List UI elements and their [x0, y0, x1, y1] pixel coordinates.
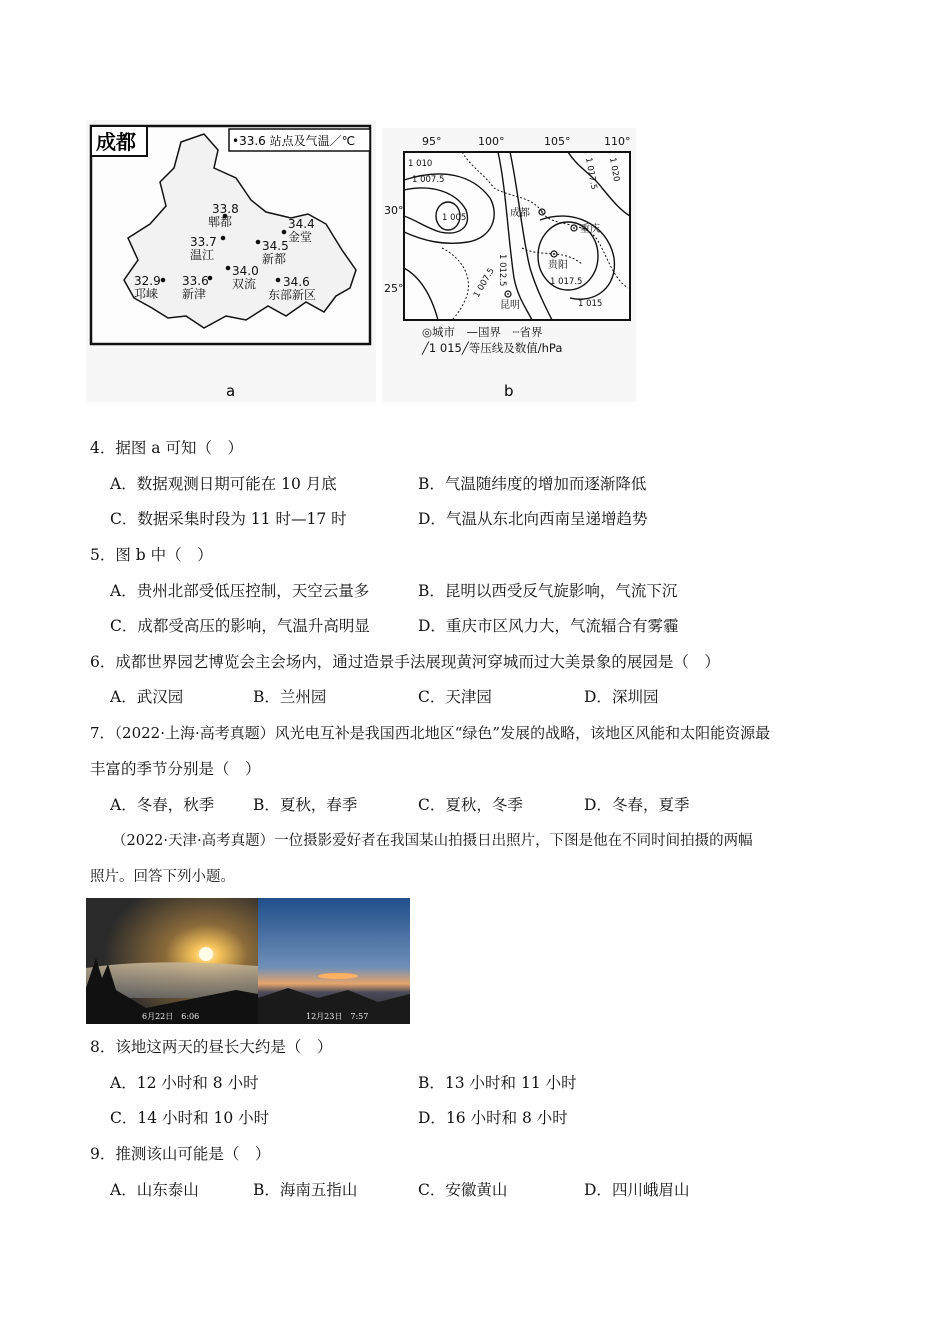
question-number: 6．: [90, 653, 116, 671]
q6-option-b[interactable]: [253, 687, 326, 707]
q4-option-d[interactable]: [418, 509, 647, 529]
option-text: 气温随纬度的增加而逐渐降低: [444, 475, 647, 493]
option-text: 12 小时和 8 小时: [136, 1074, 259, 1092]
option-letter: C．: [110, 510, 138, 528]
map-title: 成都: [96, 130, 136, 154]
city-label: 重庆: [580, 224, 600, 235]
q6-option-d[interactable]: [584, 687, 658, 707]
q5-option-a[interactable]: [110, 581, 369, 601]
option-text: 兰州园: [279, 688, 327, 706]
option-text: 冬春，夏季: [611, 796, 690, 814]
station-name: 金堂: [288, 230, 313, 244]
question-number: 5．: [90, 546, 116, 564]
passage-line1: （2022·天津·高考真题）一位摄影爱好者在我国某山拍摄日出照片，下图是他在不同时间拍摄的两幅: [112, 833, 753, 849]
question-stem: 推测该山可能是（ ）: [115, 1145, 271, 1163]
option-text: 16 小时和 8 小时: [445, 1109, 568, 1127]
option-text: 13 小时和 11 小时: [444, 1074, 577, 1092]
lon-label: 95°: [422, 135, 442, 148]
q8-option-c[interactable]: [110, 1108, 269, 1128]
station-temp: 33.6: [182, 274, 209, 288]
question-9: [90, 1144, 270, 1164]
option-letter: C．: [110, 617, 138, 635]
sunrise-photo-june-svg: [86, 898, 258, 1024]
q4-option-c[interactable]: [110, 509, 347, 529]
question-6: [90, 652, 720, 672]
option-letter: A．: [110, 1074, 137, 1092]
photo-caption: 12月23日 7:57: [306, 1012, 369, 1021]
lat-label: 30°: [384, 204, 404, 217]
lat-label: 25°: [384, 282, 404, 295]
station-temp: 33.8: [212, 202, 239, 216]
sunrise-photo-december: [258, 898, 410, 1024]
option-text: 夏秋，冬季: [445, 796, 523, 814]
station-name: 东部新区: [268, 288, 317, 302]
figure-a-caption: a: [226, 382, 236, 400]
q7-option-c[interactable]: [418, 795, 523, 815]
question-8: [90, 1037, 332, 1057]
station-temp: 33.7: [190, 235, 217, 249]
station-temp: 34.5: [262, 239, 289, 253]
station-temp: 32.9: [134, 274, 161, 288]
option-letter: A．: [110, 796, 137, 814]
station-name: 温江: [190, 248, 215, 262]
question-number: 8．: [90, 1038, 116, 1056]
question-stem-line2: 丰富的季节分别是（ ）: [90, 760, 261, 778]
question-number: 7．: [90, 724, 115, 742]
isobar-label: 1 015: [578, 299, 603, 309]
option-letter: C．: [110, 1109, 138, 1127]
station-name: 双流: [232, 277, 257, 291]
station-name: 新津: [182, 287, 207, 301]
isobar-label: 1 017.5: [583, 156, 599, 191]
option-text: 海南五指山: [279, 1181, 358, 1199]
option-letter: C．: [418, 796, 446, 814]
option-letter: B．: [418, 582, 445, 600]
station-temp: 34.4: [288, 217, 315, 231]
q8-option-d[interactable]: [418, 1108, 568, 1128]
question-stem-line1: （2022·上海·高考真题）风光电互补是我国西北地区“绿色”发展的战略，该地区风能和太阳能资源最: [114, 724, 771, 742]
question-4: [90, 438, 243, 458]
option-text: 冬春，秋季: [136, 796, 215, 814]
option-letter: A．: [110, 1181, 137, 1199]
station-temp: 34.0: [232, 264, 259, 278]
isobar-label: 1 020: [607, 156, 622, 183]
q9-option-c[interactable]: [418, 1180, 507, 1200]
station-temp: 34.6: [283, 275, 310, 289]
station-name: 邛崃: [134, 287, 159, 301]
question-number: 9．: [90, 1145, 116, 1163]
map-legend-line1: ◎城市 —国界 ┈省界: [422, 325, 543, 339]
q4-option-a[interactable]: [110, 474, 337, 494]
q8-option-b[interactable]: [418, 1073, 577, 1093]
passage-line2: 照片。回答下列小题。: [90, 869, 235, 885]
question-stem: 该地这两天的昼长大约是（ ）: [115, 1038, 333, 1056]
question-5: [90, 545, 213, 565]
city-label: 成都: [510, 208, 530, 219]
option-letter: A．: [110, 582, 137, 600]
option-letter: B．: [253, 688, 280, 706]
q7-option-b[interactable]: [253, 795, 357, 815]
q7-option-a[interactable]: [110, 795, 214, 815]
isobar-label: 1 010: [408, 159, 433, 169]
figure-a-chengdu-temperature-map: [86, 120, 376, 402]
option-text: 数据采集时段为 11 时—17 时: [137, 510, 347, 528]
option-text: 四川峨眉山: [611, 1181, 690, 1199]
station-name: 郫都: [208, 215, 233, 229]
option-text: 深圳园: [611, 688, 659, 706]
q9-option-d[interactable]: [584, 1180, 689, 1200]
isobar-label: 1 007.5: [471, 266, 497, 300]
lon-label: 105°: [544, 135, 571, 148]
option-letter: B．: [253, 1181, 280, 1199]
option-text: 武汉园: [136, 688, 184, 706]
isobar-label: 1 005: [442, 213, 467, 223]
figure-b-isobar-map: [382, 128, 636, 402]
question-stem: 据图 a 可知（ ）: [115, 439, 243, 457]
q4-option-b[interactable]: [418, 474, 646, 494]
option-text: 夏秋，春季: [279, 796, 358, 814]
lon-label: 100°: [478, 135, 505, 148]
option-text: 山东泰山: [136, 1181, 199, 1199]
question-7: [90, 723, 770, 743]
city-label: 贵阳: [548, 260, 568, 271]
option-letter: D．: [584, 1181, 612, 1199]
question-stem: 成都世界园艺博览会主会场内，通过造景手法展现黄河穿城而过大美景象的展园是（ ）: [115, 653, 720, 671]
option-letter: D．: [584, 796, 612, 814]
question-7-line2: [90, 759, 261, 779]
option-letter: A．: [110, 688, 137, 706]
question-number: 4．: [90, 439, 116, 457]
option-text: 成都受高压的影响，气温升高明显: [137, 617, 370, 635]
option-text: 14 小时和 10 小时: [137, 1109, 270, 1127]
option-text: 安徽黄山: [445, 1181, 508, 1199]
q5-option-d[interactable]: [418, 616, 678, 636]
option-letter: B．: [418, 1074, 445, 1092]
sunrise-photo-december-svg: [258, 898, 410, 1024]
option-letter: A．: [110, 475, 137, 493]
sunrise-photo-june: [86, 898, 258, 1024]
q7-option-d[interactable]: [584, 795, 689, 815]
lon-label: 110°: [604, 135, 631, 148]
q5-option-b[interactable]: [418, 581, 677, 601]
option-letter: D．: [418, 1109, 446, 1127]
question-stem: 图 b 中（ ）: [115, 546, 213, 564]
map-legend: •33.6 站点及气温／℃: [232, 134, 356, 148]
q9-option-a[interactable]: [110, 1180, 199, 1200]
option-text: 数据观测日期可能在 10 月底: [136, 475, 337, 493]
city-label: 昆明: [500, 300, 520, 311]
figure-a-svg: [86, 120, 376, 402]
option-letter: D．: [584, 688, 612, 706]
isobar-label: 1 007.5: [412, 175, 445, 185]
q9-option-b[interactable]: [253, 1180, 357, 1200]
q8-option-a[interactable]: [110, 1073, 259, 1093]
option-letter: B．: [418, 475, 445, 493]
option-letter: C．: [418, 688, 446, 706]
option-letter: C．: [418, 1181, 446, 1199]
option-text: 贵州北部受低压控制，天空云量多: [136, 582, 370, 600]
option-letter: D．: [418, 510, 446, 528]
option-letter: D．: [418, 617, 446, 635]
q5-option-c[interactable]: [110, 616, 370, 636]
figure-b-caption: b: [504, 382, 514, 400]
station-name: 新都: [262, 252, 287, 266]
option-text: 重庆市区风力大，气流辐合有雾霾: [445, 617, 679, 635]
isobar-label: 1 012.5: [497, 254, 507, 287]
isobar-label: 1 017.5: [550, 277, 583, 287]
figure-b-svg: [382, 128, 636, 402]
photo-caption: 6月22日 6:06: [142, 1012, 200, 1021]
q6-option-c[interactable]: [418, 687, 492, 707]
q6-option-a[interactable]: [110, 687, 183, 707]
option-text: 天津园: [445, 688, 492, 706]
map-legend-line2: ╱1 015╱等压线及数值/hPa: [422, 341, 563, 355]
option-text: 气温从东北向西南呈递增趋势: [445, 510, 648, 528]
option-text: 昆明以西受反气旋影响，气流下沉: [444, 582, 678, 600]
option-letter: B．: [253, 796, 280, 814]
